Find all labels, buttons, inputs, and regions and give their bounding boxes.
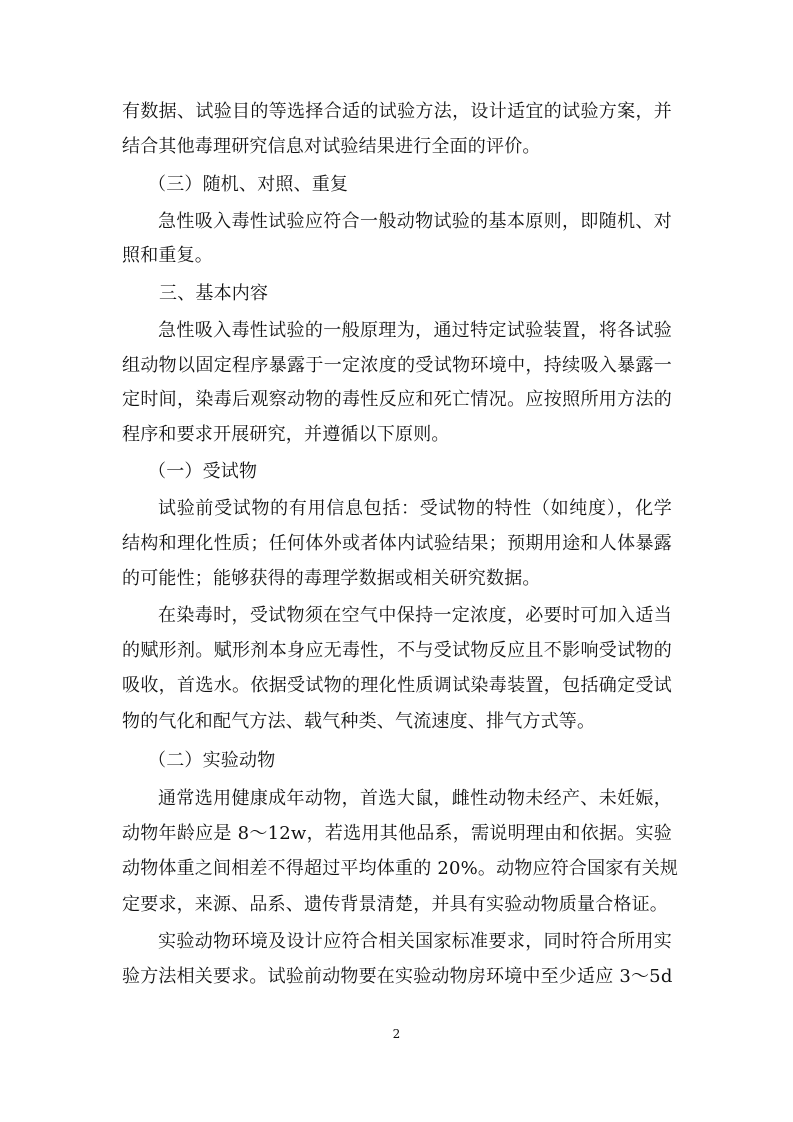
text-line: 验方法相关要求。试验前动物要在实验动物房环境中至少适应 3～5d [122,966,673,987]
text-line: 急性吸入毒性试验应符合一般动物试验的基本原则，即随机、对 [158,211,672,232]
text-line: 物的气化和配气方法、载气种类、气流速度、排气方式等。 [122,711,596,732]
text-line: 组动物以固定程序暴露于一定浓度的受试物环境中，持续吸入暴露一 [122,355,672,376]
text-line: 的赋形剂。赋形剂本身应无毒性，不与受试物反应且不影响受试物的 [122,640,672,661]
text-line: 结构和理化性质；任何体外或者体内试验结果；预期用途和人体暴露 [122,533,672,554]
section-heading: （三）随机、对照、重复 [148,174,349,195]
text-line: 结合其他毒理研究信息对试验结果进行全面的评价。 [122,136,541,157]
text-line: 程序和要求开展研究，并遵循以下原则。 [122,424,450,445]
text-line: 急性吸入毒性试验的一般原理为，通过特定试验装置，将各试验 [158,320,672,341]
page-number: 2 [392,1027,401,1041]
text-line: 动物年龄应是 8～12w，若选用其他品系，需说明理由和依据。实验 [122,823,672,844]
text-line: 定时间，染毒后观察动物的毒性反应和死亡情况。应按照所用方法的 [122,389,672,410]
text-line: 定要求，来源、品系、遗传背景清楚，并具有实验动物质量合格证。 [122,894,668,915]
text-line: 吸收，首选水。依据受试物的理化性质调试染毒装置，包括确定受试 [122,675,672,696]
text-line: 照和重复。 [122,245,213,266]
text-line: 在染毒时，受试物须在空气中保持一定浓度，必要时可加入适当 [158,605,672,626]
text-line: 通常选用健康成年动物，首选大鼠，雌性动物未经产、未妊娠， [158,788,672,809]
section-heading: 三、基本内容 [159,283,269,304]
text-line: 有数据、试验目的等选择合适的试验方法，设计适宜的试验方案，并 [122,101,672,122]
section-heading: （一）受试物 [148,461,258,482]
text-line: 实验动物环境及设计应符合相关国家标准要求，同时符合所用实 [158,931,672,952]
text-line: 试验前受试物的有用信息包括：受试物的特性（如纯度），化学 [158,498,672,519]
text-line: 的可能性；能够获得的毒理学数据或相关研究数据。 [122,568,541,589]
section-heading: （二）实验动物 [148,750,276,771]
text-line: 动物体重之间相差不得超过平均体重的 20%。动物应符合国家有关规 [122,858,679,879]
